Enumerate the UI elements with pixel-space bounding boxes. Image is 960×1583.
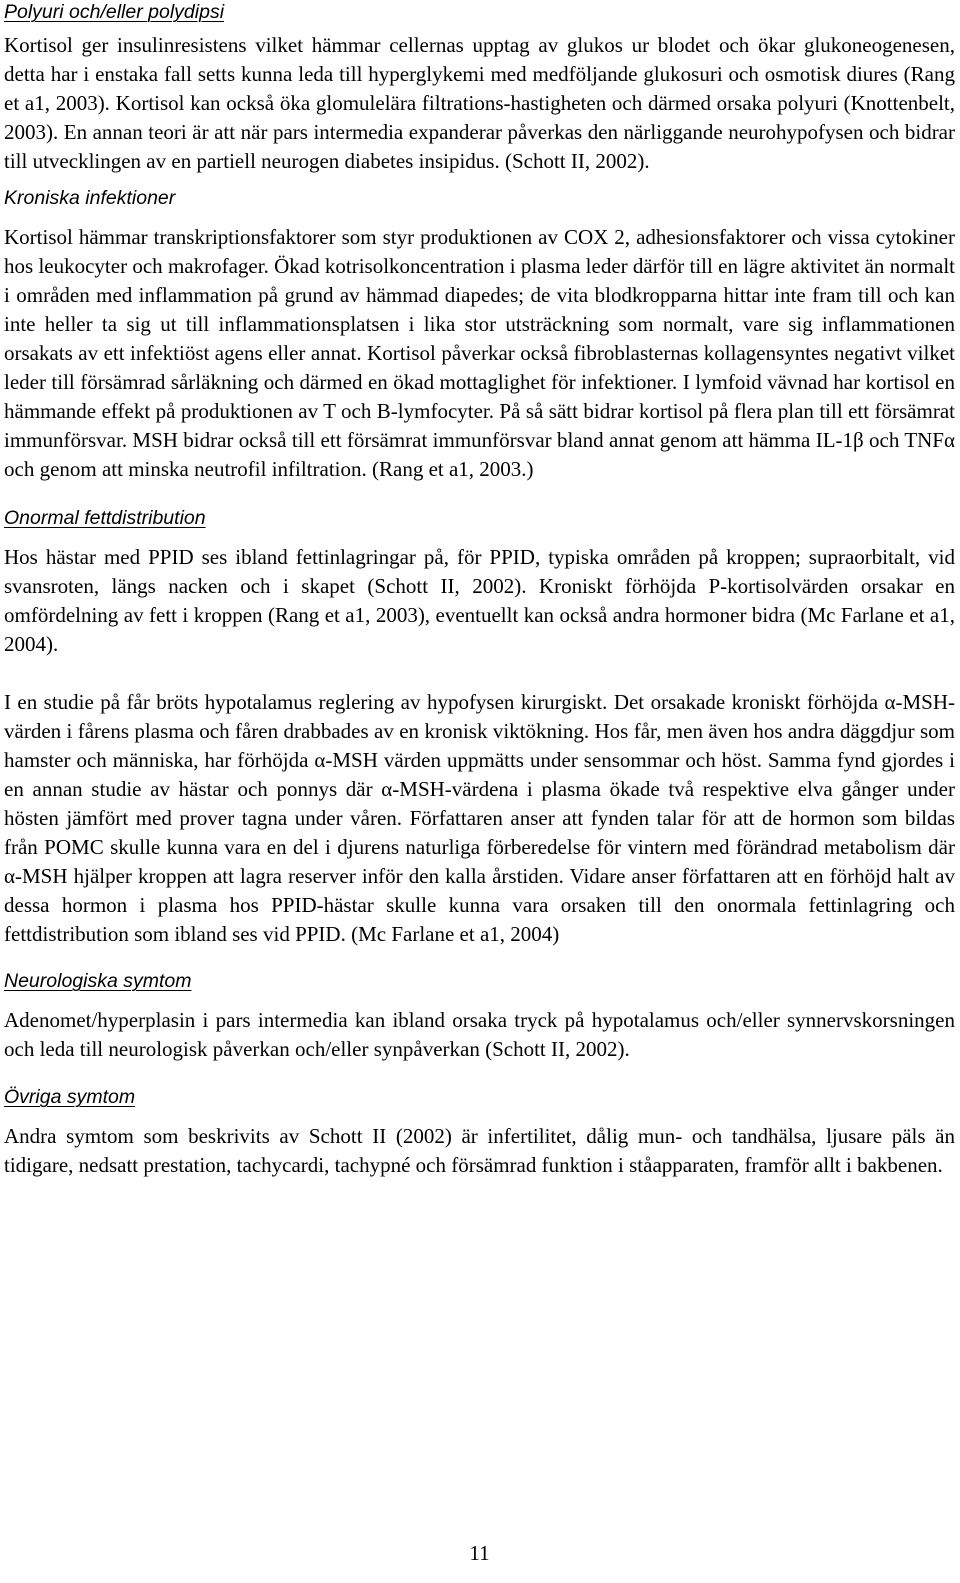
paragraph-fettdistribution-2: I en studie på får bröts hypotalamus reglering av hypofysen kirurgiskt. Det orsakade kroniskt förhöjda α-MSH-värden i fårens plasma och fåren drabbades av en kronisk viktökning. Hos får, men även hos andra däggdjur som hamster och människa, har förhöjda α-MSH värden uppmätts under sensommar och höst. Samma fynd gjordes i en annan studie av hästar och ponnys där α-MSH-värdena i plasma ökade två respektive elva gånger under hösten jämfört med prover tagna under våren. Författaren anser att fynden talar för att de hormon som bildas från POMC skulle kunna vara en del i djurens naturliga förberedelse för vintern med förändrad metabolism där α-MSH hjälper kroppen att lagra reserver inför den kalla årstiden. Vidare anser författaren att en förhöjd halt av dessa hormon i plasma hos PPID-hästar skulle kunna vara orsaken till den onormala fettinlagring och fettdistribution som ibland ses vid PPID. (Mc Farlane et a1, 2004) xyxy=(4,690,955,946)
heading-onormal-fettdistribution: Onormal fettdistribution xyxy=(4,507,206,529)
heading-polyuri: Polyuri och/eller polydipsi xyxy=(4,1,225,23)
paragraph-polyuri: Kortisol ger insulinresistens vilket hämmar cellernas upptag av glukos ur blodet och ökar glukoneogenesen, detta har i enstaka fall setts kunna leda till hyperglykemi med medföljande glukosuri och osmotisk diures (Rang et a1, 2003). Kortisol kan också öka glomulelära filtrations-hastigheten och därmed orsaka polyuri (Knottenbelt, 2003). En annan teori är att när pars intermedia expanderar påverkas den närliggande neurohypofysen och bidrar till utvecklingen av en partiell neurogen diabetes insipidus. (Schott II, 2002). xyxy=(4,33,955,173)
paragraph-neurologiska-symtom: Adenomet/hyperplasin i pars intermedia kan ibland orsaka tryck på hypotalamus och/eller synnervskorsningen och leda till neurologisk påverkan och/eller synpåverkan (Schott II, 2002). xyxy=(4,1008,955,1061)
heading-kroniska-infektioner: Kroniska infektioner xyxy=(4,187,176,209)
document-page xyxy=(4,0,955,1565)
paragraph-ovriga-symtom: Andra symtom som beskrivits av Schott II (2002) är infertilitet, dålig mun- och tandhälsa, ljusare päls än tidigare, nedsatt prestation, tachycardi, tachypné och försämrad funktion i ståapparaten, framför allt i bakbenen. xyxy=(4,1124,955,1177)
page-number: 11 xyxy=(469,1541,490,1565)
paragraph-fettdistribution-1: Hos hästar med PPID ses ibland fettinlagringar på, för PPID, typiska områden på kroppen; supraorbitalt, vid svansroten, längs nacken och i skapet (Schott II, 2002). Kroniskt förhöjda P-kortisolvärden orsakar en omfördelning av fett i kroppen (Rang et a1, 2003), eventuellt kan också andra hormoner bidra (Mc Farlane et a1, 2004). xyxy=(4,545,955,656)
heading-neurologiska-symtom: Neurologiska symtom xyxy=(4,970,192,992)
paragraph-kroniska-infektioner: Kortisol hämmar transkriptionsfaktorer som styr produktionen av COX 2, adhesionsfaktorer och vissa cytokiner hos leukocyter och makrofager. Ökad kotrisolkoncentration i plasma leder därför till en lägre aktivitet än normalt i områden med inflammation på grund av hämmad diapedes; de vita blodkropparna hittar inte fram till och kan inte heller ta sig ut till inflammationsplatsen i lika stor utsträckning som normalt, vare sig inflammationen orsakats av ett infektiöst agens eller annat. Kortisol påverkar också fibroblasternas kollagensyntes negativt vilket leder till försämrad sårläkning och därmed en ökad mottaglighet för infektioner. I lymfoid vävnad har kortisol en hämmande effekt på produktionen av T och B-lymfocyter. På så sätt bidrar kortisol på flera plan till ett försämrat immunförsvar. MSH bidrar också till ett försämrat immunförsvar bland annat genom att hämma IL-1β och TNFα och genom att minska neutrofil infiltration. (Rang et a1, 2003.) xyxy=(4,225,955,481)
heading-ovriga-symtom: Övriga symtom xyxy=(4,1086,136,1108)
